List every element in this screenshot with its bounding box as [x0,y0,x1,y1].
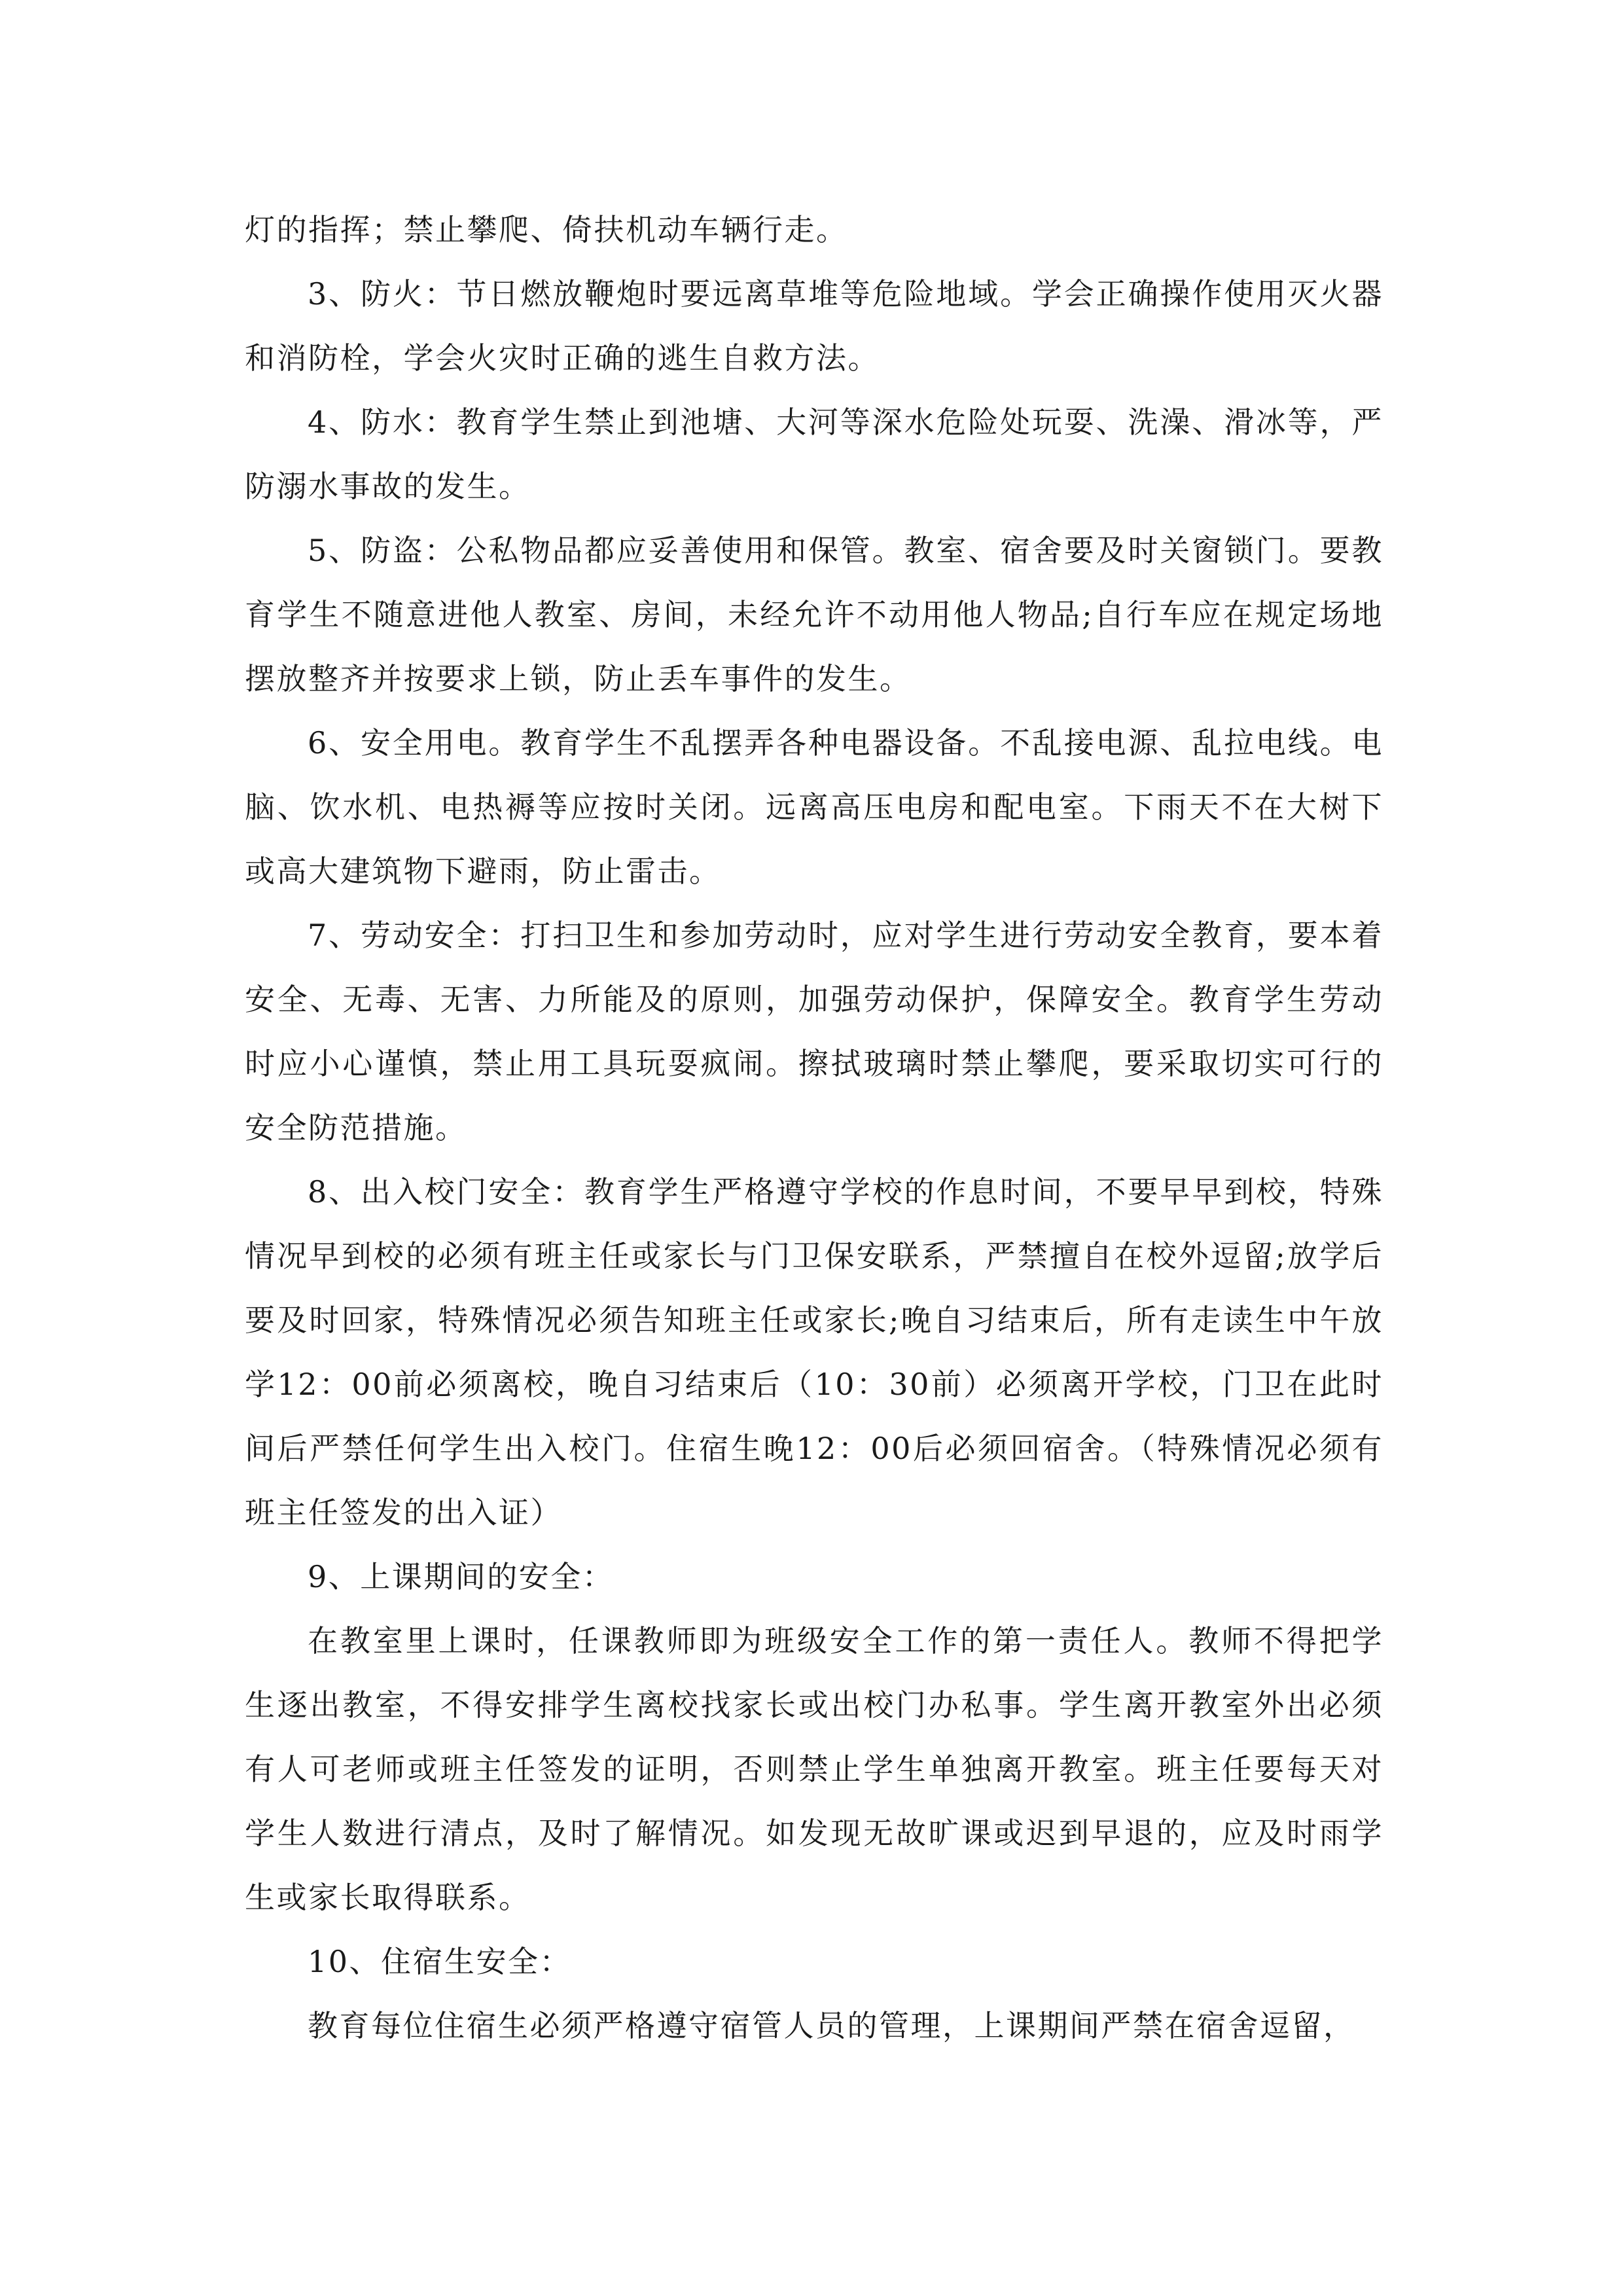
paragraph-traffic-continuation: 灯的指挥；禁止攀爬、倚扶机动车辆行走。 [245,212,848,247]
paragraph-school-gate-safety: 8、出入校门安全：教育学生严格遵守学校的作息时间，不要早早到校，特殊情况早到校的必须有班主任或家长与门卫保安联系，严禁擅自在校外逗留;放学后要及时回家，特殊情况必须告知班主任或家长;晚自习结束后，所有走读生中午放学12：00前必须离校，晚自习结束后（10：30前）必须离开学校，门卫在此时间后严禁任何学生出入校门。住宿生晚12：00后必须回宿舍。（特殊情况必须有班主任签发的出入证） [245,1174,1383,1530]
paragraph-boarding-safety: 教育每位住宿生必须严格遵守宿管人员的管理，上课期间严禁在宿舍逗留， [308,2008,1355,2043]
paragraph-fire-prevention: 3、防火：节日燃放鞭炮时要远离草堆等危险地域。学会正确操作使用灭火器和消防栓，学会火灾时正确的逃生自救方法。 [245,276,1383,376]
paragraph-water-safety: 4、防水：教育学生禁止到池塘、大河等深水危险处玩耍、洗澡、滑冰等，严防溺水事故的发生。 [245,404,1383,504]
paragraph-class-time-safety: 在教室里上课时，任课教师即为班级安全工作的第一责任人。教师不得把学生逐出教室，不得安排学生离校找家长或出校门办私事。学生离开教室外出必须有人可老师或班主任签发的证明，否则禁止学生单独离开教室。班主任要每天对学生人数进行清点，及时了解情况。如发现无故旷课或迟到早退的，应及时雨学生或家长取得联系。 [245,1623,1383,1915]
heading-class-time-safety: 9、上课期间的安全： [308,1559,615,1594]
paragraph-labor-safety: 7、劳动安全：打扫卫生和参加劳动时，应对学生进行劳动安全教育，要本着安全、无毒、无害、力所能及的原则，加强劳动保护，保障安全。教育学生劳动时应小心谨慎，禁止用工具玩耍疯闹。擦拭玻璃时禁止攀爬，要采取切实可行的安全防范措施。 [245,918,1383,1145]
paragraph-electrical-safety: 6、安全用电。教育学生不乱摆弄各种电器设备。不乱接电源、乱拉电线。电脑、饮水机、电热褥等应按时关闭。远离高压电房和配电室。下雨天不在大树下或高大建筑物下避雨，防止雷击。 [245,725,1383,889]
heading-boarding-safety: 10、住宿生安全： [308,1944,572,1979]
document-body [245,198,1383,2058]
paragraph-theft-prevention: 5、防盗：公私物品都应妥善使用和保管。教室、宿舍要及时关窗锁门。要教育学生不随意进他人教室、房间，未经允许不动用他人物品;自行车应在规定场地摆放整齐并按要求上锁，防止丢车事件的发生。 [245,533,1383,696]
